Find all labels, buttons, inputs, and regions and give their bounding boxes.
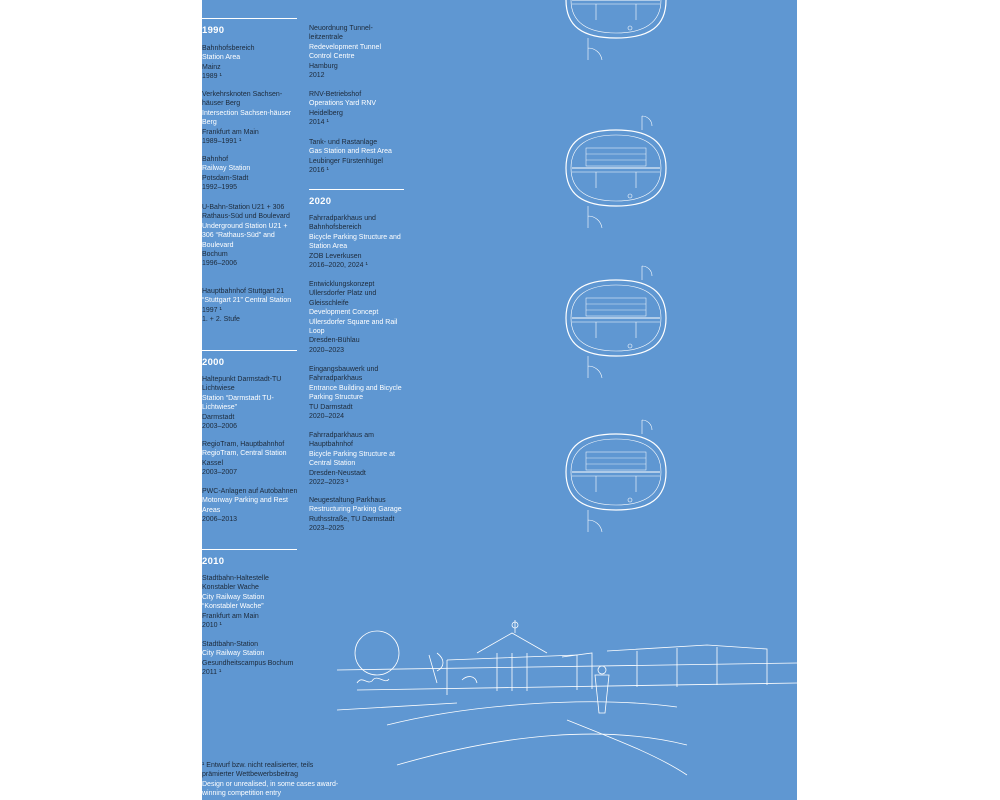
title-de: PWC-Anlagen auf Autobahnen xyxy=(202,488,298,495)
title-de: RegioTram, Hauptbahnhof xyxy=(202,441,285,448)
title-en: Entrance Building and Bicycle Parking Structure xyxy=(309,384,402,402)
year: 2022–2023 ¹ xyxy=(309,479,349,487)
decade-heading: 1990 xyxy=(202,25,225,36)
year: 2020–2023 xyxy=(309,346,345,354)
title-de: Bahnhof xyxy=(202,156,229,163)
year: 2011 ¹ xyxy=(202,669,222,677)
place: Heidelberg xyxy=(309,109,343,117)
place: ZOB Leverkusen xyxy=(309,252,362,260)
title-en: Intersection Sachsen-häuser Berg xyxy=(202,109,292,127)
title-de: Fahrradparkhaus und Bahnhofsbereich xyxy=(309,215,376,232)
place: Potsdam-Stadt xyxy=(202,174,249,182)
year: 1996–2006 xyxy=(202,260,238,268)
tunnel-section-3 xyxy=(566,266,666,378)
tunnel-section-drawings xyxy=(202,0,797,540)
divider xyxy=(202,549,297,550)
year: 2023–2025 xyxy=(309,525,345,533)
footnote xyxy=(202,761,342,799)
place: Bochum xyxy=(202,251,228,259)
project-entry xyxy=(202,640,298,678)
project-entry xyxy=(202,574,298,630)
year: 1989–1991 ¹ xyxy=(202,138,242,146)
decade-heading: 2000 xyxy=(202,357,225,368)
place: Gesundheitscampus Bochum xyxy=(202,659,294,667)
title-de: Stadtbahn-Haltestelle Konstabler Wache xyxy=(202,575,269,592)
title-de: Tank- und Rastanlage xyxy=(309,139,378,146)
place: Frankfurt am Main xyxy=(202,612,259,620)
place: Frankfurt am Main xyxy=(202,128,259,136)
title-en: “Stuttgart 21” Central Station xyxy=(202,297,292,305)
title-de: Hauptbahnhof Stuttgart 21 xyxy=(202,288,285,295)
station-perspective-sketch xyxy=(337,615,797,785)
footnote-en: Design or unrealised, in some cases award-winning competition entry xyxy=(202,780,339,798)
place: Dresden-Bühlau xyxy=(309,337,360,345)
title-de: Neuordnung Tunnel-leitzentrale xyxy=(309,25,373,42)
title-en: Underground Station U21 + 306 “Rathaus-Süd” and Boulevard xyxy=(202,222,288,249)
year: 1. + 2. Stufe xyxy=(202,316,240,324)
place: Dresden-Neustadt xyxy=(309,469,366,477)
tunnel-section-2 xyxy=(566,116,666,228)
title-en: Station Area xyxy=(202,54,241,62)
title-en: City Railway Station “Konstabler Wache” xyxy=(202,593,265,611)
place: Darmstadt xyxy=(202,413,235,421)
year: 2016 ¹ xyxy=(309,167,329,175)
year: 2006–2013 xyxy=(202,516,238,524)
tunnel-section-1 xyxy=(566,0,666,60)
year: 2012 xyxy=(309,72,325,80)
place: TU Darmstadt xyxy=(309,403,353,411)
title-en: Station “Darmstadt TU-Lichtwiese” xyxy=(202,394,274,412)
year: 2003–2007 xyxy=(202,469,238,477)
title-en: Operations Yard RNV xyxy=(309,100,377,108)
decade-heading: 2020 xyxy=(309,196,332,207)
title-de: Verkehrsknoten Sachsen-häuser Berg xyxy=(202,91,283,108)
title-de: RNV-Betriebshof xyxy=(309,91,362,98)
title-en: Restructuring Parking Garage xyxy=(309,506,402,514)
place: Leubinger Fürstenhügel xyxy=(309,157,383,165)
title-de: Neugestaltung Parkhaus xyxy=(309,497,386,504)
title-de: U-Bahn-Station U21 + 306 Rathaus-Süd und Boulevard xyxy=(202,204,290,221)
title-de: Entwicklungskonzept Ullersdorfer Platz und Gleisschleife xyxy=(309,281,377,307)
title-en: City Railway Station xyxy=(202,650,265,658)
title-en: Bicycle Parking Structure and Station Area xyxy=(309,233,401,251)
year: 1989 ¹ xyxy=(202,73,222,81)
title-en: Bicycle Parking Structure at Central Station xyxy=(309,450,395,468)
title-de: Eingangsbauwerk und Fahrradparkhaus xyxy=(309,366,379,383)
place: 1997 ¹ xyxy=(202,306,222,314)
place: Ruthsstraße, TU Darmstadt xyxy=(309,515,395,523)
place: Mainz xyxy=(202,63,221,71)
title-de: Stadtbahn-Station xyxy=(202,641,259,648)
year: 2014 ¹ xyxy=(309,119,329,127)
place: Hamburg xyxy=(309,62,338,70)
title-de: Bahnhofsbereich xyxy=(202,45,255,52)
place: Kassel xyxy=(202,459,224,467)
tunnel-section-4 xyxy=(566,420,666,532)
decade-heading: 2010 xyxy=(202,556,225,567)
year: 2010 ¹ xyxy=(202,622,222,630)
year: 1992–1995 xyxy=(202,184,238,192)
title-de: Haltepunkt Darmstadt-TU Lichtwiese xyxy=(202,376,282,393)
title-en: Gas Station and Rest Area xyxy=(309,148,392,156)
title-en: Redevelopment Tunnel Control Centre xyxy=(309,43,381,61)
title-en: Railway Station xyxy=(202,165,251,173)
year: 2016–2020, 2024 ¹ xyxy=(309,262,368,270)
title-en: Motorway Parking and Rest Areas xyxy=(202,497,288,514)
title-en: RegioTram, Central Station xyxy=(202,450,287,458)
year: 2020–2024 xyxy=(309,413,345,421)
title-en: Development Concept Ullersdorfer Square and Rail Loop xyxy=(309,309,398,336)
title-de: Fahrradparkhaus am Hauptbahnhof xyxy=(309,432,374,449)
page xyxy=(202,0,797,800)
footnote-de: ¹ Entwurf bzw. nicht realisierter, teils prämierter Wettbewerbsbeitrag xyxy=(202,762,314,779)
year: 2003–2006 xyxy=(202,423,238,431)
